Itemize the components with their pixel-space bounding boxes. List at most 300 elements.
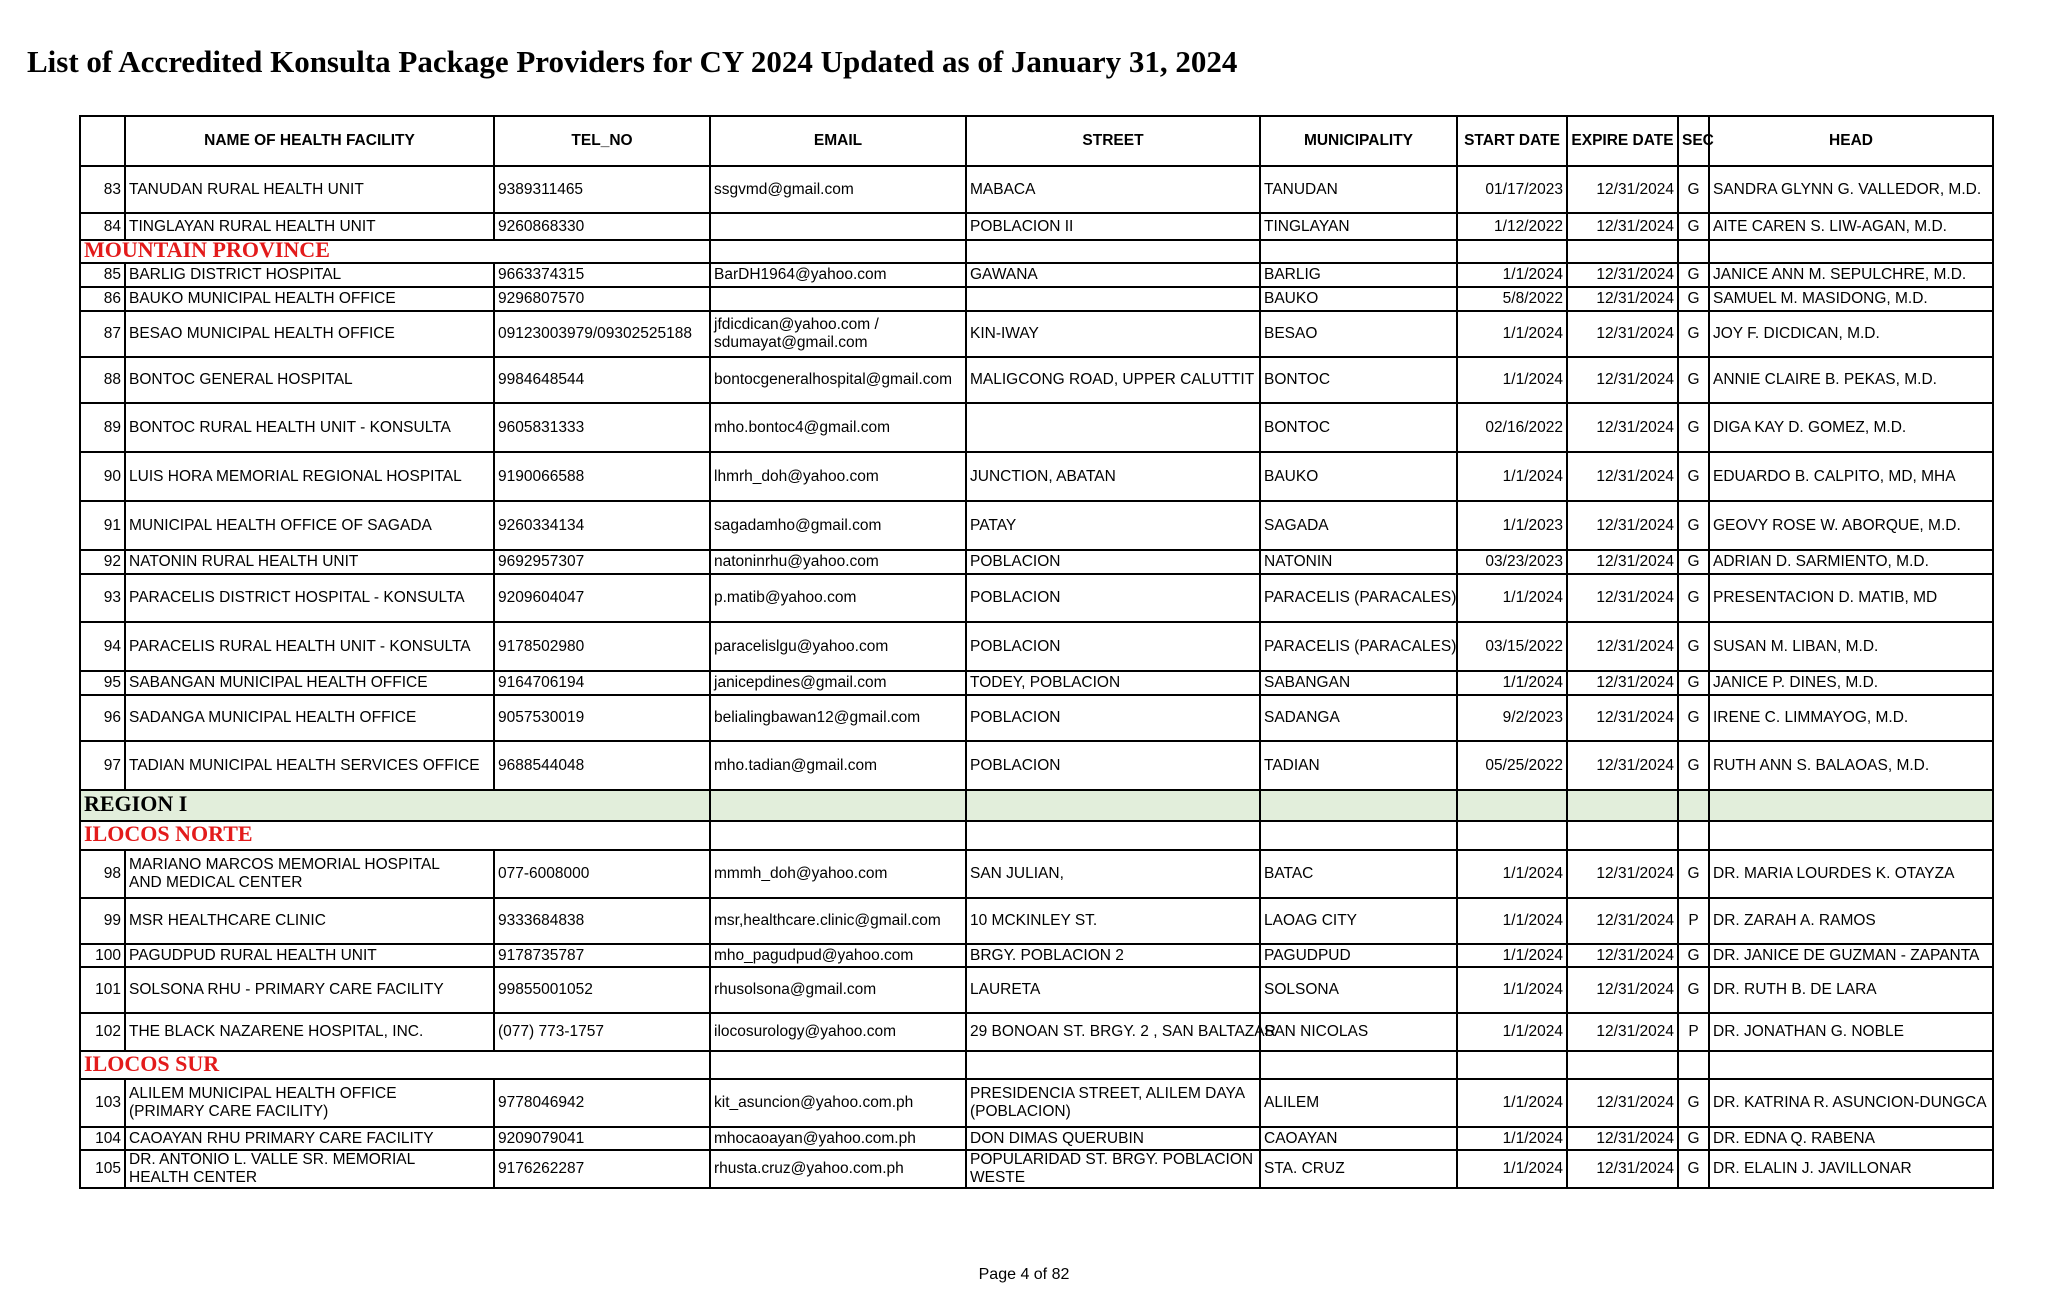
cell-facility-name: LUIS HORA MEMORIAL REGIONAL HOSPITAL <box>125 452 494 501</box>
table-row <box>80 263 1993 287</box>
column-header-expire-date: EXPIRE DATE <box>1567 116 1678 166</box>
empty-cell <box>1260 821 1457 850</box>
empty-cell <box>1567 821 1678 850</box>
cell-tel-no: 9057530019 <box>494 695 710 741</box>
cell-head: EDUARDO B. CALPITO, MD, MHA <box>1709 452 1993 501</box>
cell-email: mho_pagudpud@yahoo.com <box>710 944 966 967</box>
cell-facility-name: PAGUDPUD RURAL HEALTH UNIT <box>125 944 494 967</box>
cell-expire-date: 12/31/2024 <box>1567 403 1678 452</box>
cell-start-date: 1/1/2024 <box>1457 574 1567 622</box>
cell-municipality: PARACELIS (PARACALES) <box>1260 622 1457 671</box>
cell-start-date: 03/23/2023 <box>1457 550 1567 574</box>
cell-facility-name: PARACELIS RURAL HEALTH UNIT - KONSULTA <box>125 622 494 671</box>
cell-tel-no: 09123003979/09302525188 <box>494 311 710 357</box>
cell-head: DR. ZARAH A. RAMOS <box>1709 898 1993 944</box>
cell-facility-name: CAOAYAN RHU PRIMARY CARE FACILITY <box>125 1127 494 1150</box>
cell-sector: G <box>1678 501 1709 550</box>
cell-email: lhmrh_doh@yahoo.com <box>710 452 966 501</box>
cell-start-date: 1/1/2024 <box>1457 452 1567 501</box>
cell-sector: G <box>1678 287 1709 311</box>
cell-row-number: 101 <box>80 967 125 1013</box>
column-header-street: STREET <box>966 116 1260 166</box>
table-row <box>80 741 1993 790</box>
cell-head: DR. RUTH B. DE LARA <box>1709 967 1993 1013</box>
cell-expire-date: 12/31/2024 <box>1567 1013 1678 1051</box>
table-row <box>80 452 1993 501</box>
cell-municipality: LAOAG CITY <box>1260 898 1457 944</box>
table-row <box>80 550 1993 574</box>
column-header-sector: SEC <box>1678 116 1709 166</box>
table-row <box>80 1079 1993 1127</box>
cell-start-date: 1/1/2024 <box>1457 967 1567 1013</box>
cell-street <box>966 403 1260 452</box>
cell-email: sagadamho@gmail.com <box>710 501 966 550</box>
cell-row-number: 105 <box>80 1150 125 1188</box>
empty-cell <box>710 790 966 821</box>
cell-row-number: 83 <box>80 166 125 213</box>
cell-email: janicepdines@gmail.com <box>710 671 966 695</box>
cell-sector: P <box>1678 898 1709 944</box>
cell-email: mho.bontoc4@gmail.com <box>710 403 966 452</box>
cell-municipality: NATONIN <box>1260 550 1457 574</box>
cell-sector: G <box>1678 671 1709 695</box>
cell-facility-name: BAUKO MUNICIPAL HEALTH OFFICE <box>125 287 494 311</box>
cell-start-date: 02/16/2022 <box>1457 403 1567 452</box>
cell-expire-date: 12/31/2024 <box>1567 671 1678 695</box>
cell-municipality: BONTOC <box>1260 403 1457 452</box>
cell-start-date: 01/17/2023 <box>1457 166 1567 213</box>
province-label: MOUNTAIN PROVINCE <box>84 237 330 262</box>
column-header-facility-name: NAME OF HEALTH FACILITY <box>125 116 494 166</box>
cell-head: SANDRA GLYNN G. VALLEDOR, M.D. <box>1709 166 1993 213</box>
cell-municipality: TINGLAYAN <box>1260 213 1457 240</box>
table-row <box>80 213 1993 240</box>
cell-facility-name: SADANGA MUNICIPAL HEALTH OFFICE <box>125 695 494 741</box>
cell-tel-no: 99855001052 <box>494 967 710 1013</box>
empty-cell <box>1457 821 1567 850</box>
province-label: ILOCOS SUR <box>84 1050 220 1076</box>
cell-email: rhusta.cruz@yahoo.com.ph <box>710 1150 966 1188</box>
cell-tel-no: 9178502980 <box>494 622 710 671</box>
cell-municipality: BATAC <box>1260 850 1457 898</box>
cell-sector: G <box>1678 695 1709 741</box>
cell-head: ANNIE CLAIRE B. PEKAS, M.D. <box>1709 357 1993 403</box>
empty-cell <box>966 1051 1260 1079</box>
cell-sector: G <box>1678 1127 1709 1150</box>
empty-cell <box>1457 790 1567 821</box>
table-row <box>80 1013 1993 1051</box>
empty-cell <box>1567 790 1678 821</box>
cell-municipality: BONTOC <box>1260 357 1457 403</box>
cell-tel-no: 9164706194 <box>494 671 710 695</box>
cell-facility-name: PARACELIS DISTRICT HOSPITAL - KONSULTA <box>125 574 494 622</box>
cell-start-date: 1/1/2024 <box>1457 1150 1567 1188</box>
empty-cell <box>1678 821 1709 850</box>
cell-facility-name: ALILEM MUNICIPAL HEALTH OFFICE (PRIMARY CARE FACILITY) <box>125 1079 494 1127</box>
cell-row-number: 95 <box>80 671 125 695</box>
empty-cell <box>1709 821 1993 850</box>
table-row <box>80 311 1993 357</box>
cell-municipality: BAUKO <box>1260 287 1457 311</box>
empty-cell <box>966 790 1260 821</box>
cell-row-number: 86 <box>80 287 125 311</box>
table-header-row <box>80 116 1993 166</box>
cell-start-date: 1/1/2024 <box>1457 850 1567 898</box>
cell-head: DR. EDNA Q. RABENA <box>1709 1127 1993 1150</box>
cell-row-number: 97 <box>80 741 125 790</box>
cell-expire-date: 12/31/2024 <box>1567 967 1678 1013</box>
cell-expire-date: 12/31/2024 <box>1567 263 1678 287</box>
cell-row-number: 94 <box>80 622 125 671</box>
cell-street: 10 MCKINLEY ST. <box>966 898 1260 944</box>
cell-sector: G <box>1678 850 1709 898</box>
cell-sector: G <box>1678 403 1709 452</box>
cell-head: JANICE P. DINES, M.D. <box>1709 671 1993 695</box>
cell-tel-no: 9605831333 <box>494 403 710 452</box>
cell-tel-no: 9209079041 <box>494 1127 710 1150</box>
cell-row-number: 93 <box>80 574 125 622</box>
empty-cell <box>1709 790 1993 821</box>
cell-municipality: SABANGAN <box>1260 671 1457 695</box>
empty-cell <box>966 240 1260 263</box>
cell-email: ssgvmd@gmail.com <box>710 166 966 213</box>
table-row <box>80 357 1993 403</box>
cell-head: IRENE C. LIMMAYOG, M.D. <box>1709 695 1993 741</box>
empty-cell <box>1457 240 1567 263</box>
cell-sector: G <box>1678 574 1709 622</box>
cell-email: mhocaoayan@yahoo.com.ph <box>710 1127 966 1150</box>
cell-head: DR. MARIA LOURDES K. OTAYZA <box>1709 850 1993 898</box>
cell-municipality: PARACELIS (PARACALES) <box>1260 574 1457 622</box>
cell-email: msr,healthcare.clinic@gmail.com <box>710 898 966 944</box>
cell-start-date: 1/1/2024 <box>1457 311 1567 357</box>
cell-head: DIGA KAY D. GOMEZ, M.D. <box>1709 403 1993 452</box>
cell-row-number: 91 <box>80 501 125 550</box>
empty-cell <box>1709 1051 1993 1079</box>
cell-expire-date: 12/31/2024 <box>1567 550 1678 574</box>
cell-expire-date: 12/31/2024 <box>1567 1127 1678 1150</box>
cell-email: kit_asuncion@yahoo.com.ph <box>710 1079 966 1127</box>
cell-sector: G <box>1678 1150 1709 1188</box>
cell-street: POBLACION <box>966 550 1260 574</box>
empty-cell <box>1260 240 1457 263</box>
column-header-head: HEAD <box>1709 116 1993 166</box>
cell-tel-no: 9692957307 <box>494 550 710 574</box>
cell-sector: G <box>1678 1079 1709 1127</box>
cell-email: bontocgeneralhospital@gmail.com <box>710 357 966 403</box>
cell-start-date: 1/1/2023 <box>1457 501 1567 550</box>
cell-expire-date: 12/31/2024 <box>1567 850 1678 898</box>
cell-head: PRESENTACION D. MATIB, MD <box>1709 574 1993 622</box>
cell-email: natoninrhu@yahoo.com <box>710 550 966 574</box>
cell-facility-name: MUNICIPAL HEALTH OFFICE OF SAGADA <box>125 501 494 550</box>
cell-start-date: 1/1/2024 <box>1457 1013 1567 1051</box>
column-header-start-date: START DATE <box>1457 116 1567 166</box>
cell-start-date: 1/1/2024 <box>1457 944 1567 967</box>
cell-facility-name: NATONIN RURAL HEALTH UNIT <box>125 550 494 574</box>
cell-email <box>710 213 966 240</box>
cell-email: mho.tadian@gmail.com <box>710 741 966 790</box>
empty-cell <box>494 790 710 821</box>
cell-facility-name: TADIAN MUNICIPAL HEALTH SERVICES OFFICE <box>125 741 494 790</box>
cell-tel-no: 9190066588 <box>494 452 710 501</box>
cell-facility-name: BARLIG DISTRICT HOSPITAL <box>125 263 494 287</box>
cell-municipality: SAGADA <box>1260 501 1457 550</box>
region-header-row <box>80 790 1993 821</box>
empty-cell <box>1678 1051 1709 1079</box>
empty-cell <box>1709 240 1993 263</box>
empty-cell <box>1260 1051 1457 1079</box>
table-row <box>80 850 1993 898</box>
cell-email: rhusolsona@gmail.com <box>710 967 966 1013</box>
table-row <box>80 967 1993 1013</box>
page-title: List of Accredited Konsulta Package Providers for CY 2024 Updated as of January 31, 2024 <box>27 44 1238 79</box>
cell-start-date: 1/1/2024 <box>1457 1079 1567 1127</box>
province-header-row <box>80 1051 1993 1079</box>
cell-street: MALIGCONG ROAD, UPPER CALUTTIT <box>966 357 1260 403</box>
table-row <box>80 695 1993 741</box>
cell-head: DR. KATRINA R. ASUNCION-DUNGCA <box>1709 1079 1993 1127</box>
cell-head: SUSAN M. LIBAN, M.D. <box>1709 622 1993 671</box>
cell-head: RUTH ANN S. BALAOAS, M.D. <box>1709 741 1993 790</box>
empty-cell <box>1678 240 1709 263</box>
cell-start-date: 1/1/2024 <box>1457 263 1567 287</box>
province-header-row <box>80 821 1993 850</box>
empty-cell <box>494 240 710 263</box>
cell-facility-name: TINGLAYAN RURAL HEALTH UNIT <box>125 213 494 240</box>
cell-street: 29 BONOAN ST. BRGY. 2 , SAN BALTAZAR <box>966 1013 1260 1051</box>
cell-email: paracelislgu@yahoo.com <box>710 622 966 671</box>
cell-street: POBLACION <box>966 741 1260 790</box>
cell-row-number: 96 <box>80 695 125 741</box>
cell-municipality: SADANGA <box>1260 695 1457 741</box>
cell-head: JANICE ANN M. SEPULCHRE, M.D. <box>1709 263 1993 287</box>
cell-facility-name: MARIANO MARCOS MEMORIAL HOSPITAL AND MEDICAL CENTER <box>125 850 494 898</box>
table-row <box>80 574 1993 622</box>
cell-expire-date: 12/31/2024 <box>1567 166 1678 213</box>
cell-facility-name: MSR HEALTHCARE CLINIC <box>125 898 494 944</box>
cell-municipality: PAGUDPUD <box>1260 944 1457 967</box>
cell-municipality: BESAO <box>1260 311 1457 357</box>
cell-sector: G <box>1678 166 1709 213</box>
cell-row-number: 98 <box>80 850 125 898</box>
region-label: REGION I <box>84 791 188 816</box>
cell-street: KIN-IWAY <box>966 311 1260 357</box>
cell-head: GEOVY ROSE W. ABORQUE, M.D. <box>1709 501 1993 550</box>
cell-street: PRESIDENCIA STREET, ALILEM DAYA (POBLACION) <box>966 1079 1260 1127</box>
cell-email: mmmh_doh@yahoo.com <box>710 850 966 898</box>
empty-cell <box>966 821 1260 850</box>
cell-start-date: 1/1/2024 <box>1457 357 1567 403</box>
cell-sector: G <box>1678 967 1709 1013</box>
cell-row-number: 92 <box>80 550 125 574</box>
cell-row-number: 85 <box>80 263 125 287</box>
cell-street: LAURETA <box>966 967 1260 1013</box>
cell-expire-date: 12/31/2024 <box>1567 741 1678 790</box>
cell-sector: G <box>1678 263 1709 287</box>
cell-street: POBLACION II <box>966 213 1260 240</box>
cell-street: POPULARIDAD ST. BRGY. POBLACION WESTE <box>966 1150 1260 1188</box>
cell-row-number: 104 <box>80 1127 125 1150</box>
cell-municipality: SAN NICOLAS <box>1260 1013 1457 1051</box>
table-row <box>80 1150 1993 1188</box>
cell-expire-date: 12/31/2024 <box>1567 1150 1678 1188</box>
cell-row-number: 84 <box>80 213 125 240</box>
cell-email: BarDH1964@yahoo.com <box>710 263 966 287</box>
cell-facility-name: BONTOC RURAL HEALTH UNIT - KONSULTA <box>125 403 494 452</box>
cell-head: ADRIAN D. SARMIENTO, M.D. <box>1709 550 1993 574</box>
cell-start-date: 1/1/2024 <box>1457 671 1567 695</box>
cell-row-number: 90 <box>80 452 125 501</box>
cell-expire-date: 12/31/2024 <box>1567 1079 1678 1127</box>
cell-expire-date: 12/31/2024 <box>1567 898 1678 944</box>
table-row <box>80 898 1993 944</box>
province-label: ILOCOS NORTE <box>84 821 253 846</box>
cell-facility-name: SOLSONA RHU - PRIMARY CARE FACILITY <box>125 967 494 1013</box>
cell-row-number: 100 <box>80 944 125 967</box>
cell-expire-date: 12/31/2024 <box>1567 622 1678 671</box>
cell-tel-no: (077) 773-1757 <box>494 1013 710 1051</box>
cell-street: SAN JULIAN, <box>966 850 1260 898</box>
cell-tel-no: 9296807570 <box>494 287 710 311</box>
cell-municipality: SOLSONA <box>1260 967 1457 1013</box>
cell-head: DR. JANICE DE GUZMAN - ZAPANTA <box>1709 944 1993 967</box>
cell-row-number: 103 <box>80 1079 125 1127</box>
page-footer: Page 4 of 82 <box>978 1266 1070 1283</box>
cell-tel-no: 9260334134 <box>494 501 710 550</box>
cell-row-number: 87 <box>80 311 125 357</box>
table-row <box>80 944 1993 967</box>
cell-start-date: 03/15/2022 <box>1457 622 1567 671</box>
cell-head: DR. JONATHAN G. NOBLE <box>1709 1013 1993 1051</box>
cell-sector: G <box>1678 622 1709 671</box>
cell-street: BRGY. POBLACION 2 <box>966 944 1260 967</box>
cell-sector: G <box>1678 311 1709 357</box>
cell-head: AITE CAREN S. LIW-AGAN, M.D. <box>1709 213 1993 240</box>
cell-tel-no: 9178735787 <box>494 944 710 967</box>
cell-row-number: 88 <box>80 357 125 403</box>
cell-municipality: BARLIG <box>1260 263 1457 287</box>
table-row <box>80 287 1993 311</box>
providers-table <box>79 115 1994 1189</box>
cell-start-date: 1/12/2022 <box>1457 213 1567 240</box>
empty-cell <box>1567 1051 1678 1079</box>
cell-municipality: BAUKO <box>1260 452 1457 501</box>
column-header-municipality: MUNICIPALITY <box>1260 116 1457 166</box>
cell-street: POBLACION <box>966 695 1260 741</box>
table-row <box>80 671 1993 695</box>
province-header-row <box>80 240 1993 263</box>
cell-head: SAMUEL M. MASIDONG, M.D. <box>1709 287 1993 311</box>
cell-sector: G <box>1678 213 1709 240</box>
column-header-row-number <box>80 116 125 166</box>
cell-expire-date: 12/31/2024 <box>1567 357 1678 403</box>
empty-cell <box>1260 790 1457 821</box>
cell-expire-date: 12/31/2024 <box>1567 695 1678 741</box>
cell-municipality: ALILEM <box>1260 1079 1457 1127</box>
empty-cell <box>494 821 710 850</box>
cell-sector: P <box>1678 1013 1709 1051</box>
cell-start-date: 5/8/2022 <box>1457 287 1567 311</box>
cell-email: jfdicdican@yahoo.com / sdumayat@gmail.com <box>710 311 966 357</box>
cell-municipality: STA. CRUZ <box>1260 1150 1457 1188</box>
cell-municipality: TANUDAN <box>1260 166 1457 213</box>
cell-sector: G <box>1678 357 1709 403</box>
cell-tel-no: 9209604047 <box>494 574 710 622</box>
column-header-email: EMAIL <box>710 116 966 166</box>
cell-expire-date: 12/31/2024 <box>1567 452 1678 501</box>
cell-street: POBLACION <box>966 574 1260 622</box>
cell-tel-no: 9688544048 <box>494 741 710 790</box>
empty-cell <box>1567 240 1678 263</box>
cell-sector: G <box>1678 741 1709 790</box>
cell-street: MABACA <box>966 166 1260 213</box>
empty-cell <box>1678 790 1709 821</box>
cell-head: JOY F. DICDICAN, M.D. <box>1709 311 1993 357</box>
cell-facility-name: BESAO MUNICIPAL HEALTH OFFICE <box>125 311 494 357</box>
cell-street: JUNCTION, ABATAN <box>966 452 1260 501</box>
cell-street: PATAY <box>966 501 1260 550</box>
cell-tel-no: 9984648544 <box>494 357 710 403</box>
cell-tel-no: 9260868330 <box>494 213 710 240</box>
cell-email <box>710 287 966 311</box>
empty-cell <box>494 1051 710 1079</box>
cell-email: ilocosurology@yahoo.com <box>710 1013 966 1051</box>
empty-cell <box>710 821 966 850</box>
cell-facility-name: DR. ANTONIO L. VALLE SR. MEMORIAL HEALTH CENTER <box>125 1150 494 1188</box>
cell-email: p.matib@yahoo.com <box>710 574 966 622</box>
cell-tel-no: 9176262287 <box>494 1150 710 1188</box>
cell-start-date: 9/2/2023 <box>1457 695 1567 741</box>
column-header-tel-no: TEL_NO <box>494 116 710 166</box>
cell-tel-no: 9333684838 <box>494 898 710 944</box>
cell-row-number: 102 <box>80 1013 125 1051</box>
cell-facility-name: SABANGAN MUNICIPAL HEALTH OFFICE <box>125 671 494 695</box>
cell-tel-no: 9663374315 <box>494 263 710 287</box>
table-row <box>80 166 1993 213</box>
cell-street: GAWANA <box>966 263 1260 287</box>
cell-row-number: 99 <box>80 898 125 944</box>
cell-sector: G <box>1678 452 1709 501</box>
cell-street <box>966 287 1260 311</box>
cell-municipality: TADIAN <box>1260 741 1457 790</box>
cell-email: belialingbawan12@gmail.com <box>710 695 966 741</box>
cell-expire-date: 12/31/2024 <box>1567 501 1678 550</box>
table-body <box>80 166 1993 1188</box>
cell-start-date: 05/25/2022 <box>1457 741 1567 790</box>
cell-facility-name: BONTOC GENERAL HOSPITAL <box>125 357 494 403</box>
table-row <box>80 501 1993 550</box>
cell-sector: G <box>1678 550 1709 574</box>
cell-start-date: 1/1/2024 <box>1457 898 1567 944</box>
empty-cell <box>710 240 966 263</box>
cell-tel-no: 077-6008000 <box>494 850 710 898</box>
cell-start-date: 1/1/2024 <box>1457 1127 1567 1150</box>
cell-street: POBLACION <box>966 622 1260 671</box>
cell-municipality: CAOAYAN <box>1260 1127 1457 1150</box>
cell-expire-date: 12/31/2024 <box>1567 574 1678 622</box>
empty-cell <box>710 1051 966 1079</box>
cell-tel-no: 9778046942 <box>494 1079 710 1127</box>
cell-expire-date: 12/31/2024 <box>1567 287 1678 311</box>
cell-facility-name: THE BLACK NAZARENE HOSPITAL, INC. <box>125 1013 494 1051</box>
cell-sector: G <box>1678 944 1709 967</box>
cell-tel-no: 9389311465 <box>494 166 710 213</box>
cell-facility-name: TANUDAN RURAL HEALTH UNIT <box>125 166 494 213</box>
cell-head: DR. ELALIN J. JAVILLONAR <box>1709 1150 1993 1188</box>
empty-cell <box>1457 1051 1567 1079</box>
cell-street: TODEY, POBLACION <box>966 671 1260 695</box>
